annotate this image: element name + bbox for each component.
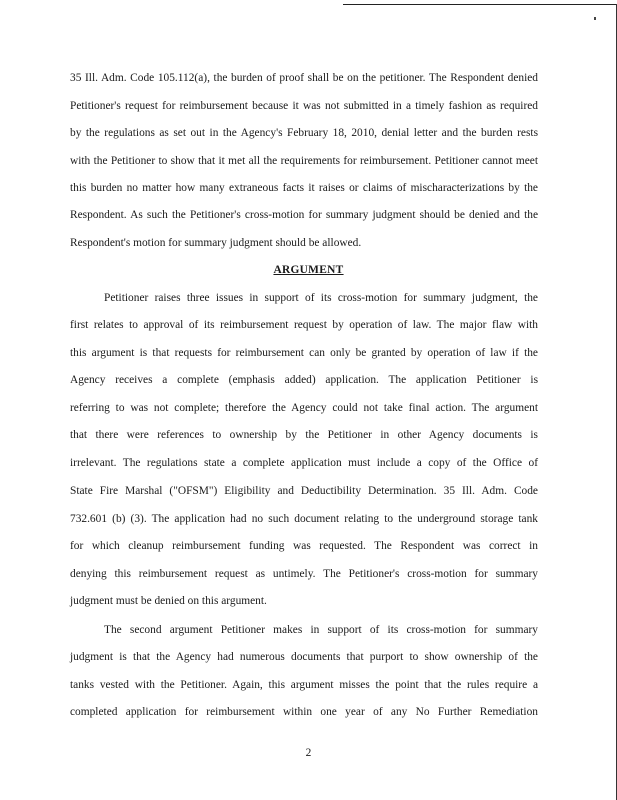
text-line: 35 Ill. Adm. Code 105.112(a), the burden of proof shall be on the petitioner. The Respondent denied	[70, 72, 538, 84]
text-line: The second argument Petitioner makes in support of its cross-motion for summary	[104, 624, 538, 636]
text-line: State Fire Marshal ("OFSM") Eligibility and Deductibility Determination. 35 Ill. Adm. Code	[70, 485, 538, 497]
text-line: Respondent's motion for summary judgment should be allowed.	[70, 237, 362, 249]
scan-border-top	[343, 4, 617, 5]
text-line: for which cleanup reimbursement funding was requested. The Respondent was correct in	[70, 540, 538, 552]
section-heading: ARGUMENT	[273, 264, 344, 276]
text-line: this argument is that requests for reimbursement can only be granted by operation of law if the	[70, 347, 538, 359]
text-line: judgment must be denied on this argument.	[70, 595, 267, 607]
text-line: judgment is that the Agency had numerous documents that purport to show ownership of the	[70, 651, 538, 663]
text-line: with the Petitioner to show that it met all the requirements for reimbursement. Petitioner cannot meet	[70, 155, 538, 167]
scan-speck-mark	[594, 17, 596, 20]
text-line: this burden no matter how many extraneous facts it raises or claims of mischaracterizations by the	[70, 182, 538, 194]
text-line: irrelevant. The regulations state a complete application must include a copy of the Office of	[70, 457, 538, 469]
text-line: completed application for reimbursement within one year of any No Further Remediation	[70, 706, 538, 718]
text-line: Respondent. As such the Petitioner's cross-motion for summary judgment should be denied and the	[70, 209, 538, 221]
text-line: by the regulations as set out in the Agency's February 18, 2010, denial letter and the burden rests	[70, 127, 538, 139]
text-line: Agency receives a complete (emphasis added) application. The application Petitioner is	[70, 374, 538, 386]
text-line: tanks vested with the Petitioner. Again, this argument misses the point that the rules require a	[70, 679, 538, 691]
text-line: referring to was not complete; therefore the Agency could not take final action. The argument	[70, 402, 538, 414]
text-line: first relates to approval of its reimbursement request by operation of law. The major flaw with	[70, 319, 538, 331]
page-number: 2	[305, 747, 312, 759]
text-line: that there were references to ownership by the Petitioner in other Agency documents is	[70, 429, 538, 441]
text-line: denying this reimbursement request as untimely. The Petitioner's cross-motion for summary	[70, 568, 538, 580]
text-line: Petitioner raises three issues in support of its cross-motion for summary judgment, the	[104, 292, 538, 304]
text-line: 732.601 (b) (3). The application had no such document relating to the underground storage tank	[70, 513, 538, 525]
text-line: Petitioner's request for reimbursement because it was not submitted in a timely fashion as required	[70, 100, 538, 112]
